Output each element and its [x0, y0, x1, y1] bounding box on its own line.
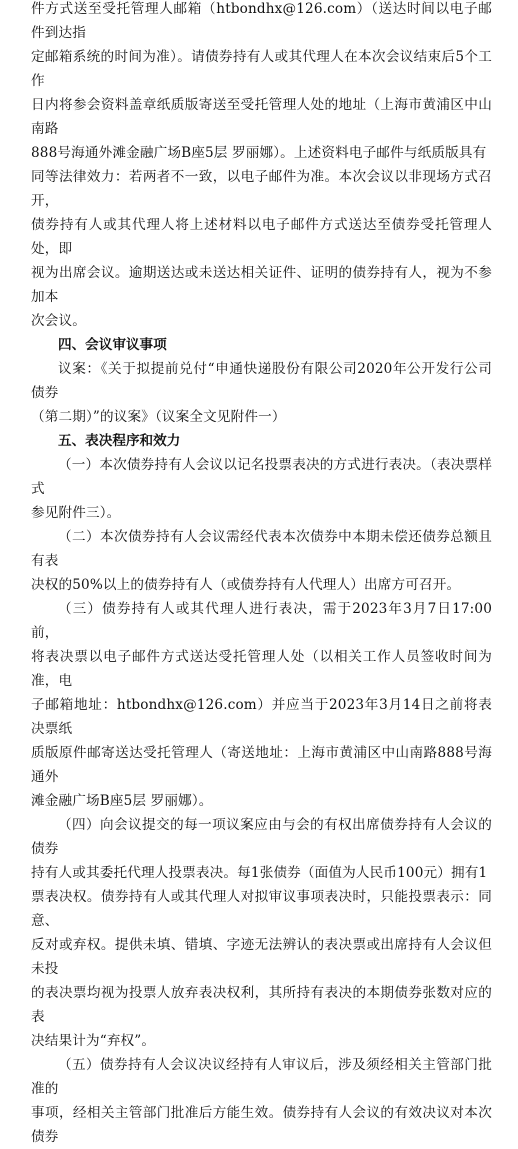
text-line: 将表决票以电子邮件方式送达受托管理人处（以相关工作人员签收时间为准，电	[31, 649, 492, 689]
text-line: 滩金融广场B座5层 罗丽娜）。	[31, 793, 213, 809]
paragraph-voting-2	[31, 525, 492, 597]
section-heading-agenda: 四、会议审议事项	[58, 337, 167, 353]
text-line: 视为出席会议。逾期送达或未送达相关证件、证明的债券持有人，视为不参加本	[31, 265, 492, 305]
text-line: 同等法律效力：若两者不一致，以电子邮件为准。本次会议以非现场方式召开，	[31, 169, 492, 209]
text-line: 债券持有人或其代理人将上述材料以电子邮件方式送达至债券受托管理人处，即	[31, 217, 492, 257]
paragraph-voting-1	[31, 453, 492, 525]
text-line: 反对或弃权。提供未填、错填、字迹无法辨认的表决票或出席持有人会议但未投	[31, 937, 492, 977]
text-line: （四）向会议提交的每一项议案应由与会的有权出席债券持有人会议的债券	[31, 817, 492, 857]
text-line: 参见附件三）。	[31, 505, 121, 521]
text-line: 件方式送至受托管理人邮箱（htbondhx@126.com）（送达时间以电子邮件到达指	[31, 1, 492, 41]
text-line: 决权的50%以上的债券持有人（或债券持有人代理人）出席方可召开。	[31, 577, 461, 593]
text-line: （第二期）”的议案》（议案全文见附件一）	[31, 409, 286, 425]
text-line: （二）本次债券持有人会议需经代表本次债券中本期未偿还债券总额且有表	[31, 529, 492, 569]
text-line: 的表决票均视为投票人放弃表决权利，其所持有表决的本期债券张数对应的表	[31, 985, 492, 1025]
paragraph-motion	[31, 357, 492, 429]
text-line: 质版原件邮寄送达受托管理人（寄送地址：上海市黄浦区中山南路888号海通外	[31, 745, 492, 785]
text-line: 议案：《关于拟提前兑付“申通快递股份有限公司2020年公开发行公司债券	[31, 361, 492, 401]
text-line: 事项，经相关主管部门批准后方能生效。债券持有人会议的有效决议对本次债券	[31, 1105, 492, 1145]
paragraph-delivery-method	[31, 0, 492, 333]
text-line: 888号海通外滩金融广场B座5层 罗丽娜）。上述资料电子邮件与纸质版具有	[31, 145, 487, 161]
paragraph-voting-5	[31, 1053, 492, 1149]
text-line: 持有人或其委托代理人投票表决。每1张债券（面值为人民币100元）拥有1	[31, 865, 488, 881]
text-line: 定邮箱系统的时间为准）。请债券持有人或其代理人在本次会议结束后5个工作	[31, 49, 492, 89]
section-heading-voting: 五、表决程序和效力	[58, 433, 181, 449]
text-line: 日内将参会资料盖章纸质版寄送至受托管理人处的地址（上海市黄浦区中山南路	[31, 97, 492, 137]
text-line: （三）债券持有人或其代理人进行表决，需于2023年3月7日17:00前，	[31, 601, 492, 641]
text-line: 次会议。	[31, 313, 86, 329]
text-line: （五）债券持有人会议决议经持有人审议后，涉及须经相关主管部门批准的	[31, 1057, 492, 1097]
paragraph-voting-4	[31, 813, 492, 1053]
paragraph-voting-3	[31, 597, 492, 813]
text-line: （一）本次债券持有人会议以记名投票表决的方式进行表决。（表决票样式	[31, 457, 492, 497]
text-line: 票表决权。债券持有人或其代理人对拟审议事项表决时，只能投票表示：同意、	[31, 889, 492, 929]
text-line: 子邮箱地址：htbondhx@126.com）并应当于2023年3月14日之前将表决票纸	[31, 697, 492, 737]
text-line: 决结果计为“弃权”。	[31, 1033, 156, 1049]
